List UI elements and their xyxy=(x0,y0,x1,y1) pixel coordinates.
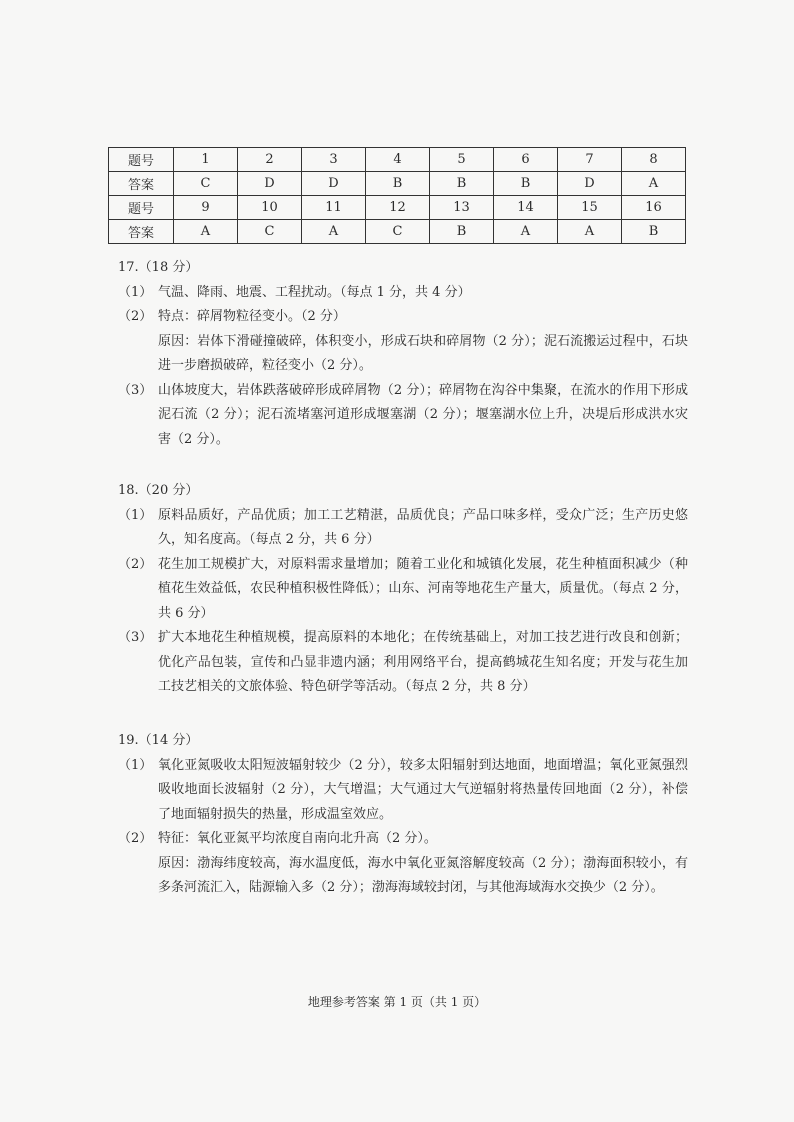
item-reason: 原因：渤海纬度较高，海水温度低，海水中氧化亚氮溶解度较高（2 分）；渤海面积较小，有多条河流汇入，陆源输入多（2 分）；渤海海域较封闭，与其他海域海水交换少（2 分）。 xyxy=(158,855,688,895)
table-cell: 10 xyxy=(238,196,302,220)
item-text: 特点：碎屑物粒径变小。（2 分） xyxy=(158,309,346,324)
table-cell: 8 xyxy=(622,148,686,172)
table-cell: 9 xyxy=(174,196,238,220)
table-cell: 13 xyxy=(430,196,494,220)
question-heading: 19.（14 分） xyxy=(118,733,199,748)
table-row xyxy=(109,196,686,220)
item-text: 气温、降雨、地震、工程扰动。（每点 1 分，共 4 分） xyxy=(158,284,471,300)
table-cell: 4 xyxy=(366,148,430,172)
item-text: 原料品质好，产品优质；加工工艺精湛，品质优良；产品口味多样，受众广泛；生产历史悠久，知名度高。（每点 2 分，共 6 分） xyxy=(158,507,688,547)
table-cell: 11 xyxy=(302,196,366,220)
table-cell: B xyxy=(430,172,494,196)
item-number: （2） xyxy=(118,309,153,324)
answer-table xyxy=(108,147,686,244)
answer-item xyxy=(118,626,688,700)
question-17 xyxy=(118,256,688,452)
row-header: 答案 xyxy=(109,220,174,244)
table-cell: A xyxy=(494,220,558,244)
item-number: （2） xyxy=(118,831,153,846)
answer-item xyxy=(118,504,688,553)
table-cell: 5 xyxy=(430,148,494,172)
answer-item xyxy=(118,305,688,330)
table-cell: D xyxy=(238,172,302,196)
table-cell: B xyxy=(494,172,558,196)
table-cell: 14 xyxy=(494,196,558,220)
table-cell: C xyxy=(366,220,430,244)
table-row xyxy=(109,220,686,244)
table-cell: 2 xyxy=(238,148,302,172)
table-cell: 15 xyxy=(558,196,622,220)
table-row xyxy=(109,148,686,172)
item-text: 扩大本地花生种植规模，提高原料的本地化；在传统基础上，对加工技艺进行改良和创新；优化产品包装，宣传和凸显非遗内涵；利用网络平台，提高鹤城花生知名度；开发与花生加工技艺相关的文旅体验、特色研学等活动。（每点 2 分，共 8 分） xyxy=(158,630,688,694)
question-19 xyxy=(118,729,688,901)
table-cell: A xyxy=(302,220,366,244)
question-18 xyxy=(118,479,688,700)
table-cell: C xyxy=(238,220,302,244)
item-number: （1） xyxy=(118,507,153,523)
table-cell: B xyxy=(366,172,430,196)
item-number: （1） xyxy=(118,284,153,300)
answer-item xyxy=(118,754,688,828)
page-footer: 地理参考答案 第 1 页（共 1 页） xyxy=(307,995,487,1009)
table-cell: B xyxy=(430,220,494,244)
item-reason: 原因：岩体下滑碰撞破碎，体积变小，形成石块和碎屑物（2 分）；泥石流搬运过程中，石块进一步磨损破碎，粒径变小（2 分）。 xyxy=(158,333,688,373)
row-header: 题号 xyxy=(109,148,174,172)
table-cell: D xyxy=(302,172,366,196)
item-text: 特征：氧化亚氮平均浓度自南向北升高（2 分）。 xyxy=(158,831,437,846)
table-cell: 7 xyxy=(558,148,622,172)
item-number: （2） xyxy=(118,556,153,572)
question-heading: 18.（20 分） xyxy=(118,483,199,498)
table-cell: A xyxy=(174,220,238,244)
table-cell: B xyxy=(622,220,686,244)
table-cell: A xyxy=(558,220,622,244)
table-cell: 12 xyxy=(366,196,430,220)
row-header: 题号 xyxy=(109,196,174,220)
table-cell: D xyxy=(558,172,622,196)
item-number: （3） xyxy=(118,382,153,398)
item-number: （1） xyxy=(118,757,153,773)
answer-item xyxy=(118,281,688,306)
item-text: 花生加工规模扩大，对原料需求量增加；随着工业化和城镇化发展，花生种植面积减少（种植花生效益低，农民种植积极性降低）；山东、河南等地花生产量大，质量优。（每点 2 分，共 6 分） xyxy=(158,556,688,621)
item-text: 氧化亚氮吸收太阳短波辐射较少（2 分），较多太阳辐射到达地面，地面增温；氧化亚氮强烈吸收地面长波辐射（2 分），大气增温；大气通过大气逆辐射将热量传回地面（2 分），补偿了地面辐射损失的热量，形成温室效应。 xyxy=(158,757,688,822)
table-row xyxy=(109,172,686,196)
question-heading: 17.（18 分） xyxy=(118,260,199,275)
table-cell: 16 xyxy=(622,196,686,220)
answer-item xyxy=(118,827,688,852)
table-cell: A xyxy=(622,172,686,196)
item-number: （3） xyxy=(118,630,153,645)
row-header: 答案 xyxy=(109,172,174,196)
item-text: 山体坡度大，岩体跌落破碎形成碎屑物（2 分）；碎屑物在沟谷中集聚，在流水的作用下形成泥石流（2 分）；泥石流堵塞河道形成堰塞湖（2 分）；堰塞湖水位上升，决堤后形成洪水灾害（2 分）。 xyxy=(158,382,688,447)
answer-item xyxy=(118,553,688,627)
table-cell: 6 xyxy=(494,148,558,172)
table-cell: 1 xyxy=(174,148,238,172)
table-cell: 3 xyxy=(302,148,366,172)
answer-item xyxy=(118,379,688,453)
table-cell: C xyxy=(174,172,238,196)
